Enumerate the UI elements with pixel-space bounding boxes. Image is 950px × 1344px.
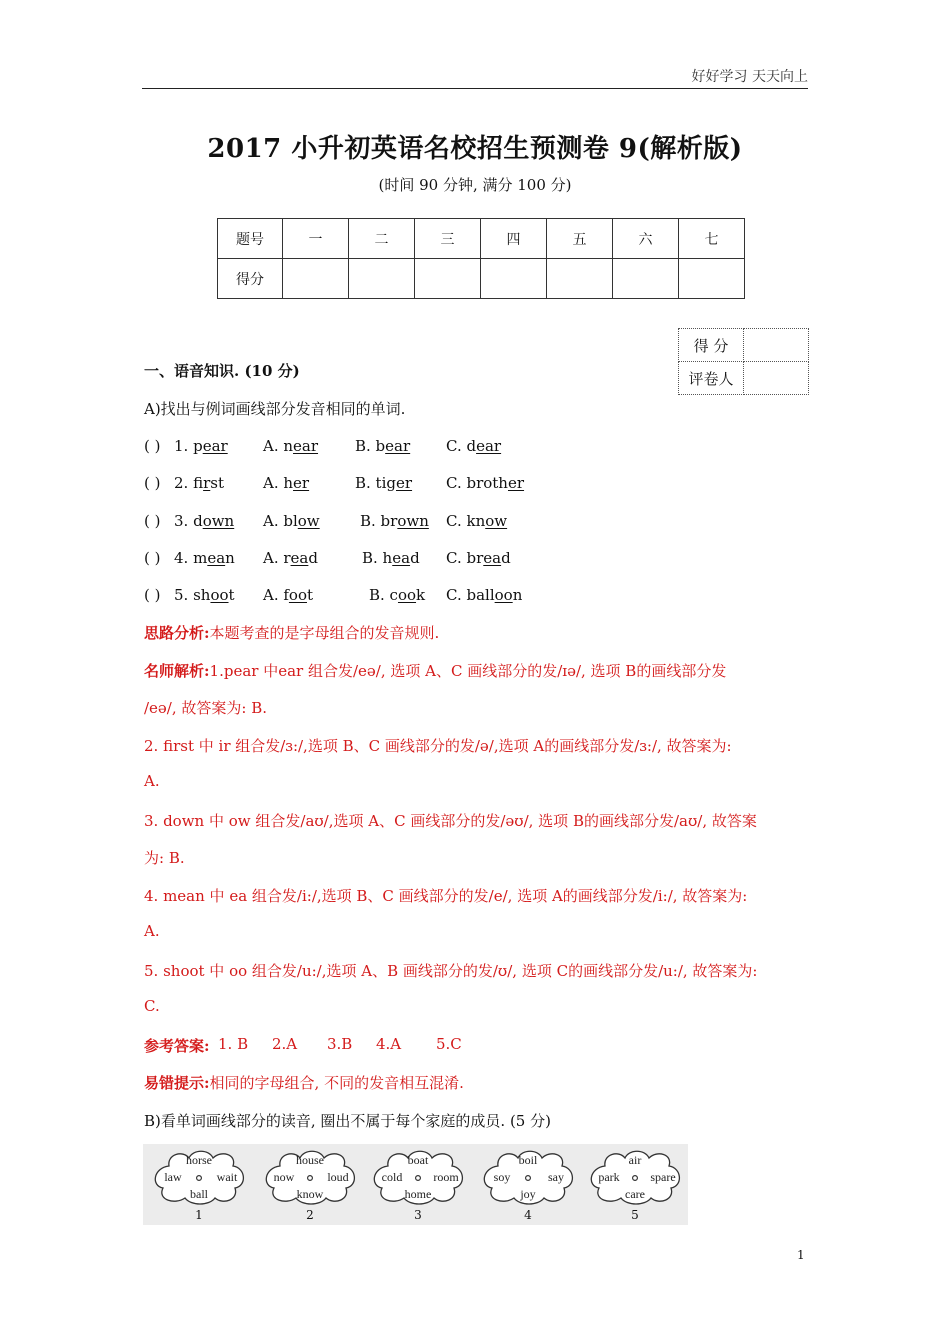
explain-line: A. [144,772,160,790]
word-part: ( ) [144,437,161,455]
cloud-word-left: park [598,1170,620,1184]
part-a-instruction: A)找出与例词画线部分发音相同的单词. [144,400,406,418]
cloud-number: 3 [414,1208,422,1222]
answer-blank [144,586,160,604]
word-part: st [210,474,224,492]
option-a [263,512,320,530]
word-part: B. c [369,586,398,604]
underlined-letters: ear [293,437,319,455]
option-a [263,437,318,455]
score-table-cell: 三 [415,219,481,259]
cloud-word-left: soy [493,1170,511,1184]
cloud-word-bottom: home [404,1187,432,1201]
word-part: ( ) [144,512,161,530]
word-part: 5. sh [174,586,211,604]
explain-line: /eə/, 故答案为: B. [144,699,268,717]
grader-score-blank [744,329,809,362]
explain-line [144,660,726,681]
word-cloud [478,1148,578,1206]
answer-item: 4.A [376,1035,402,1053]
cloud-word-left: cold [381,1170,403,1184]
cloud-number: 5 [631,1208,639,1222]
score-table-cell: 五 [547,219,613,259]
word-family-image [143,1144,688,1225]
score-table-cell: 一 [283,219,349,259]
part-b-instruction: B)看单词画线部分的读音, 圈出不属于每个家庭的成员. (5 分) [144,1112,551,1130]
word-part: C. broth [446,474,508,492]
word-part: ( ) [144,549,161,567]
cloud-word-right: spare [650,1170,676,1184]
word-part: n [512,586,523,604]
page-subtitle: (时间 90 分钟, 满分 100 分) [378,176,572,194]
word-part: A. h [263,474,294,492]
underlined-letters: ear [476,437,502,455]
underlined-letters: ir [203,474,211,492]
option-a [263,586,313,604]
score-blank-cell [613,259,679,299]
cloud-word-bottom: know [296,1187,324,1201]
score-blank-cell [349,259,415,299]
explain-line: 3. down 中 ow 组合发/aʊ/,选项 A、C 画线部分的发/əʊ/, 选项 B的画线部分发/aʊ/, 故答案 [144,812,757,830]
word-part: B. br [360,512,398,530]
score-table-cell: 题号 [218,219,283,259]
page-number: 1 [797,1248,805,1262]
answer-blank [144,437,160,455]
word-part: t [228,586,235,604]
word-part: d [308,549,318,567]
cloud-number: 1 [195,1208,203,1222]
underlined-letters: oo [397,586,417,604]
explain-line: A. [144,922,160,940]
question-word [174,474,224,492]
option-b [355,474,412,492]
grader-name-label: 评卷人 [679,362,744,395]
underlined-letters: ea [290,549,309,567]
explain-label: 名师解析: [144,662,210,680]
score-table-cell: 四 [481,219,547,259]
underlined-letters: ow [297,512,320,530]
score-blank-cell [481,259,547,299]
word-part: B. b [355,437,386,455]
underlined-letters: er [396,474,413,492]
score-table-score-row [218,259,745,299]
option-a [263,474,309,492]
cloud-word-bottom: care [625,1187,645,1201]
option-b [369,586,425,604]
cloud-word-top: horse [186,1153,212,1167]
word-part: t [306,586,314,604]
answer-item: 5.C [436,1035,462,1053]
analysis-line [144,622,439,643]
word-part: A. n [263,437,294,455]
grader-name-blank [744,362,809,395]
answer-item: 1. B [218,1035,249,1053]
question-word [174,512,234,530]
tip-line [144,1072,464,1093]
cloud-word-top: house [296,1153,324,1167]
page-title: 2017 小升初英语名校招生预测卷 9(解析版) [207,134,743,164]
score-table-cell: 七 [679,219,745,259]
option-c [446,437,501,455]
answer-blank [144,474,160,492]
answer-item: 3.B [327,1035,353,1053]
cloud-number: 2 [306,1208,314,1222]
cloud-word-top: boil [518,1153,538,1167]
option-c [446,549,511,567]
word-part: 1. p [174,437,203,455]
word-part: ( ) [144,586,161,604]
word-part: C. kn [446,512,486,530]
cloud-word-right: loud [327,1170,349,1184]
score-table-header-row [218,219,745,259]
score-blank-cell [415,259,481,299]
score-blank-cell [283,259,349,299]
cloud-number: 4 [524,1208,532,1222]
option-c [446,586,522,604]
tip-label: 易错提示: [144,1074,210,1092]
cloud-word-bottom: joy [520,1187,536,1201]
explain-line: 2. first 中 ir 组合发/ɜ:/,选项 B、C 画线部分的发/ə/,选项 A的画线部分发/ɜ:/, 故答案为: [144,737,732,755]
answer-blank [144,549,160,567]
word-part: B. tig [355,474,396,492]
answer-line [144,1035,210,1056]
score-blank-cell [547,259,613,299]
underlined-letters: ea [483,549,502,567]
question-word [174,586,235,604]
word-part: C. br [446,549,484,567]
score-table-cell: 二 [349,219,415,259]
word-part: C. d [446,437,477,455]
underlined-letters: ow [485,512,508,530]
cloud-word-right: room [433,1170,459,1184]
word-part: A. r [263,549,291,567]
underlined-letters: ear [385,437,411,455]
analysis-label: 思路分析: [144,624,210,642]
option-b [362,549,420,567]
option-b [360,512,429,530]
word-part: C. ball [446,586,495,604]
word-part: d [410,549,420,567]
explain-text: 1.pear 中ear 组合发/eə/, 选项 A、C 画线部分的发/ɪə/, 选项 B的画线部分发 [209,662,727,680]
grader-score-label: 得 分 [679,329,744,362]
underlined-letters: oo [288,586,307,604]
explain-line: 4. mean 中 ea 组合发/i:/,选项 B、C 画线部分的发/e/, 选项 A的画线部分发/i:/, 故答案为: [144,887,748,905]
score-table-cell: 六 [613,219,679,259]
cloud-word-top: air [628,1153,642,1167]
option-c [446,512,507,530]
cloud-word-bottom: ball [190,1187,208,1201]
word-part: k [416,586,426,604]
analysis-text: 本题考查的是字母组合的发音规则. [209,624,440,642]
word-part: A. f [263,586,289,604]
header-text: 好好学习 天天向上 [691,69,808,85]
underlined-letters: er [507,474,525,492]
score-table [217,218,745,299]
underlined-letters: own [397,512,429,530]
question-word [174,549,235,567]
explain-line: 5. shoot 中 oo 组合发/u:/,选项 A、B 画线部分的发/ʊ/, 选项 C的画线部分发/u:/, 故答案为: [144,962,758,980]
score-blank-cell [679,259,745,299]
word-cloud [368,1148,468,1206]
word-part: ( ) [144,474,161,492]
header-divider [142,88,808,89]
word-part: n [225,549,235,567]
cloud-word-right: wait [216,1170,238,1184]
tip-text: 相同的字母组合, 不同的发音相互混淆. [209,1074,464,1092]
word-part: 2. f [174,474,204,492]
underlined-letters: er [293,474,310,492]
section-heading: 一、语音知识. (10 分) [144,362,300,380]
underlined-letters: oo [210,586,229,604]
explain-line: C. [144,997,160,1015]
underlined-letters: oo [494,586,513,604]
word-part: B. h [362,549,393,567]
question-word [174,437,228,455]
cloud-word-left: now [273,1170,295,1184]
option-b [355,437,410,455]
cloud-word-right: say [548,1170,564,1184]
grader-box [678,328,809,395]
word-part: 4. m [174,549,208,567]
answer-label: 参考答案: [144,1037,210,1055]
word-part: A. bl [263,512,298,530]
cloud-word-top: boat [407,1153,429,1167]
answer-item: 2.A [272,1035,298,1053]
underlined-letters: ear [202,437,228,455]
word-cloud [585,1148,685,1206]
option-a [263,549,318,567]
underlined-letters: own [202,512,235,530]
word-part: 3. d [174,512,203,530]
score-table-cell: 得分 [218,259,283,299]
cloud-word-left: law [164,1170,182,1184]
underlined-letters: ea [392,549,411,567]
answer-blank [144,512,160,530]
underlined-letters: ea [207,549,226,567]
explain-line: 为: B. [144,849,185,867]
option-c [446,474,524,492]
word-cloud [260,1148,360,1206]
word-cloud [149,1148,249,1206]
word-part: d [501,549,511,567]
